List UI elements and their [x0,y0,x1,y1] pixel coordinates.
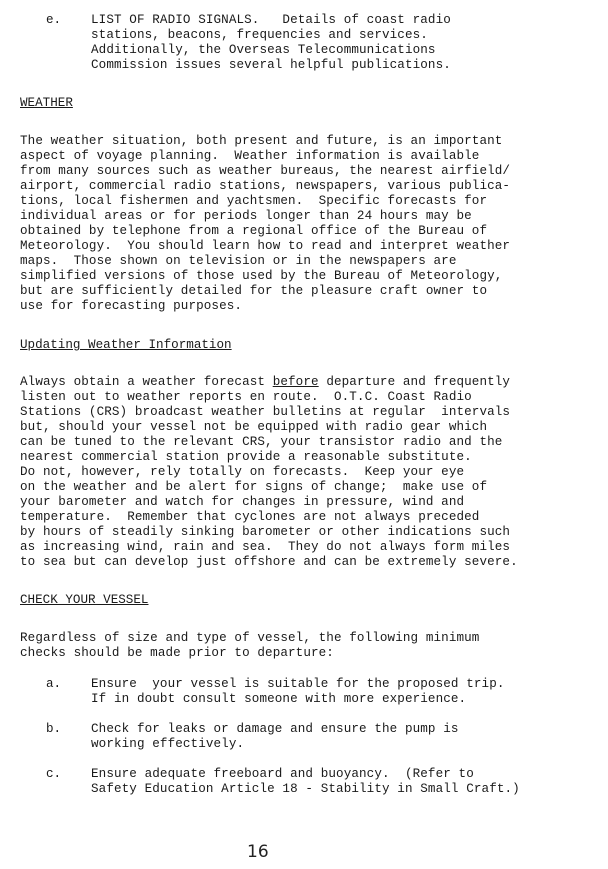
weather-paragraph-line: Meteorology. You should learn how to read and interpret weather [20,239,511,253]
weather-paragraph-line: use for forecasting purposes. [20,299,243,313]
weather-paragraph-line: from many sources such as weather bureaus, the nearest airfield/ [20,164,511,178]
weather-paragraph-line: simplified versions of those used by the Bureau of Meteorology, [20,269,503,283]
item-e-line: stations, beacons, frequencies and services. [91,28,428,42]
weather-paragraph-line: airport, commercial radio stations, newspapers, various publica- [20,179,511,193]
check-item-b-line: working effectively. [91,737,245,751]
check-item-b-line: Check for leaks or damage and ensure the pump is [91,722,459,736]
check-intro-line: Regardless of size and type of vessel, the following minimum [20,631,480,645]
list-marker-e: e. [46,13,62,27]
weather-paragraph-line: tions, local fishermen and yachtsmen. Specific forecasts for [20,194,488,208]
updating-paragraph-line: Stations (CRS) broadcast weather bulletins at regular intervals [20,405,511,419]
check-item-a-line: If in doubt consult someone with more experience. [91,692,467,706]
updating-paragraph-line: can be tuned to the relevant CRS, your transistor radio and the [20,435,503,449]
line-text: Always obtain a weather forecast [20,375,273,389]
item-e-line: Commission issues several helpful publications. [91,58,451,72]
updating-paragraph-line: but, should your vessel not be equipped with radio gear which [20,420,488,434]
weather-heading: WEATHER [20,96,73,110]
line-text: departure and frequently [318,375,511,389]
list-marker-c: c. [46,767,62,781]
updating-paragraph-line: to sea but can develop just offshore and can be extremely severe. [20,555,518,569]
list-marker-b: b. [46,722,62,736]
updating-paragraph-line: as increasing wind, rain and sea. They do not always form miles [20,540,511,554]
check-item-a-line: Ensure your vessel is suitable for the proposed trip. [91,677,505,691]
updating-paragraph-line: temperature. Remember that cyclones are not always preceded [20,510,480,524]
weather-paragraph-line: maps. Those shown on television or in the newspapers are [20,254,457,268]
item-e-line: Additionally, the Overseas Telecommunications [91,43,436,57]
updating-paragraph-line: your barometer and watch for changes in pressure, wind and [20,495,465,509]
list-marker-a: a. [46,677,62,691]
check-item-c-line: Safety Education Article 18 - Stability in Small Craft.) [91,782,520,796]
updating-paragraph-line: nearest commercial station provide a reasonable substitute. [20,450,472,464]
check-intro-line: checks should be made prior to departure: [20,646,334,660]
updating-paragraph-line: by hours of steadily sinking barometer or other indications such [20,525,511,539]
check-item-c-line: Ensure adequate freeboard and buoyancy. (Refer to [91,767,474,781]
updating-paragraph-line: on the weather and be alert for signs of change; make use of [20,480,488,494]
updating-paragraph-line: listen out to weather reports en route. O.T.C. Coast Radio [20,390,472,404]
weather-paragraph-line: obtained by telephone from a regional office of the Bureau of [20,224,488,238]
weather-paragraph-line: aspect of voyage planning. Weather information is available [20,149,480,163]
weather-paragraph-line: but are sufficiently detailed for the pleasure craft owner to [20,284,488,298]
page-number: 16 [247,842,269,862]
updating-paragraph-line [20,375,510,390]
check-vessel-heading: CHECK YOUR VESSEL [20,593,149,607]
item-e-line: LIST OF RADIO SIGNALS. Details of coast radio [91,13,451,27]
emphasis-before: before [272,375,319,389]
weather-paragraph-line: individual areas or for periods longer than 24 hours may be [20,209,472,223]
updating-weather-heading: Updating Weather Information [20,338,232,352]
updating-paragraph-line: Do not, however, rely totally on forecasts. Keep your eye [20,465,465,479]
weather-paragraph-line: The weather situation, both present and future, is an important [20,134,503,148]
